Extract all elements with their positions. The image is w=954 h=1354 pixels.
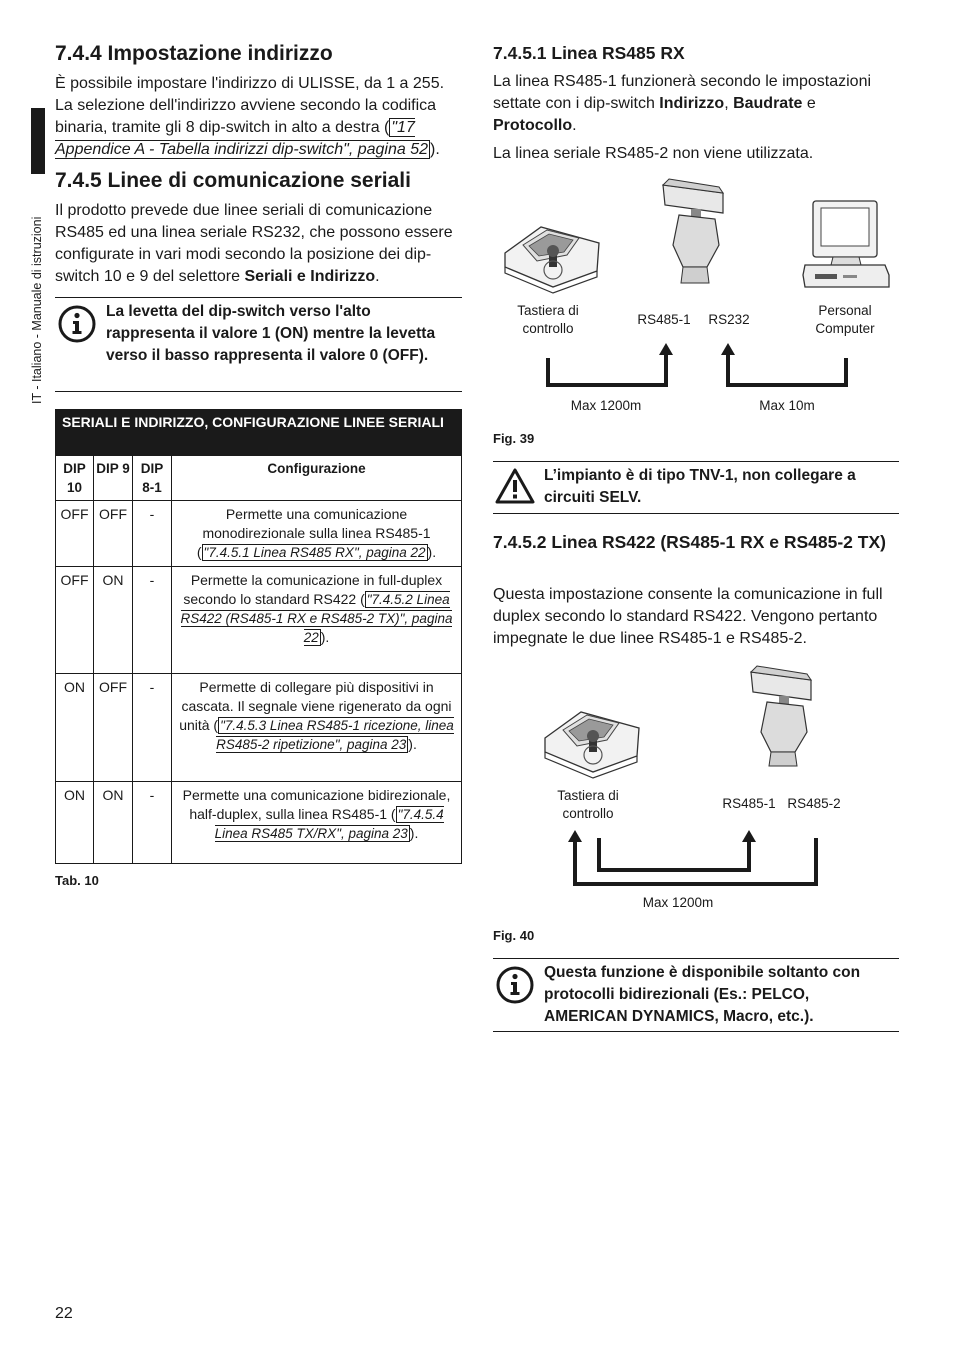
col-header-dip10: DIP 10 — [56, 456, 94, 501]
fig40-rs485-2-label: RS485-2 — [787, 796, 841, 811]
warning-icon — [494, 467, 536, 505]
info-note-bidirectional — [493, 958, 899, 1032]
col-header-dip8-1: DIP 8-1 — [133, 456, 172, 501]
fig39-caption: Fig. 39 — [493, 431, 535, 446]
info-icon — [57, 304, 97, 344]
xref-link-7-4-5-2[interactable]: "7.4.5.2 Linea RS422 (RS485-1 RX e RS485-2 TX)", pagina 22 — [180, 592, 453, 645]
page-number: 22 — [55, 1305, 73, 1322]
section-7-4-5-text: Il prodotto prevede due linee seriali di comunicazione RS485 ed una linea seriale RS232, che possono essere configurate in vari modi secondo la posizione dei dip-switch 10 e 9 del selettore Seriali e Indirizzo. — [55, 202, 453, 285]
section-7-4-5-2-title: 7.4.5.2 Linea RS422 (RS485-1 RX e RS485-2 TX) — [493, 532, 886, 552]
info-icon — [495, 965, 535, 1005]
section-7-4-5-1-text: La linea RS485-1 funzionerà secondo le impostazioni settate con i dip-switch Indirizzo, Baudrate e Protocollo. — [493, 73, 872, 134]
fig39-max-10m: Max 10m — [759, 398, 815, 413]
xref-link-7-4-5-3[interactable]: "7.4.5.3 Linea RS485-1 ricezione, linea RS485-2 ripetizione", pagina 23 — [216, 718, 454, 752]
xref-link-7-4-5-1[interactable]: "7.4.5.1 Linea RS485 RX", pagina 22 — [203, 545, 426, 560]
table-row: ON OFF - Permette di collegare più dispositivi in cascata. Il segnale viene rigenerato da ogni unità ( "7.4.5.3 Linea RS485-1 ricezione, linea RS485-2 ripetizione", pagina 23 ). — [56, 674, 462, 782]
xref-link-appendix[interactable]: "17 Appendice A - Tabella indirizzi dip-switch", pagina 52 — [55, 119, 428, 158]
col-header-dip9: DIP 9 — [94, 456, 133, 501]
fig39-connection-diagram — [493, 175, 899, 400]
fig39-rs232-label: RS232 — [708, 312, 750, 327]
section-7-4-5-1-title: 7.4.5.1 Linea RS485 RX — [493, 43, 685, 63]
warning-note-text: L’impianto è di tipo TNV-1, non collegare a circuiti SELV. — [544, 467, 856, 506]
xref-link-7-4-5-4[interactable]: "7.4.5.4 Linea RS485 TX/RX", pagina 23 — [214, 807, 444, 841]
personal-computer-icon — [803, 201, 889, 287]
serial-config-table — [55, 409, 462, 864]
col-header-configurazione: Configurazione — [172, 456, 462, 501]
section-7-4-5-2-text: Questa impostazione consente la comunicazione in full duplex secondo lo standard RS422. Vengono pertanto impegnate le due linee RS485-1 e RS485-2. — [493, 586, 883, 647]
table-row: OFF OFF - Permette una comunicazione monodirezionale sulla linea RS485-1 ( "7.4.5.1 Linea RS485 RX", pagina 22 ). — [56, 501, 462, 567]
ptz-camera-icon — [751, 666, 811, 766]
fig39-keyboard-label: Tastiera di controllo — [517, 303, 579, 336]
fig40-rs485-1-label: RS485-1 — [722, 796, 776, 811]
fig39-max-1200m: Max 1200m — [570, 398, 642, 413]
section-7-4-4-title: 7.4.4 Impostazione indirizzo — [55, 42, 333, 65]
info-note-text: La levetta del dip-switch verso l'alto rappresenta il valore 1 (ON) mentre la levetta verso il basso rappresenta il valore 0 (OFF). — [106, 303, 436, 364]
info-note — [55, 297, 462, 392]
ptz-camera-icon — [663, 179, 723, 283]
table-row: ON ON - Permette una comunicazione bidirezionale, half-duplex, sulla linea RS485-1 ( "7.4.5.4 Linea RS485 TX/RX", pagina 23 ). — [56, 782, 462, 864]
fig40-keyboard-label: Tastiera di controllo — [557, 788, 619, 821]
fig40-caption: Fig. 40 — [493, 928, 535, 943]
fig39-pc-label: Personal Computer — [815, 303, 875, 336]
control-keyboard-icon — [545, 712, 639, 778]
info-note-bidirectional-text: Questa funzione è disponibile soltanto con protocolli bidirezionali (Es.: PELCO, AMERICAN DYNAMICS, Macro, etc.). — [544, 964, 861, 1025]
warning-note — [493, 461, 899, 514]
table-row: OFF ON - Permette la comunicazione in full-duplex secondo lo standard RS422 ( "7.4.5.2 Linea RS422 (RS485-1 RX e RS485-2 TX)", pagina 22 ). — [56, 567, 462, 674]
fig40-max-1200m: Max 1200m — [642, 895, 714, 910]
table-title: SERIALI E INDIRIZZO, CONFIGURAZIONE LINEE SERIALI — [56, 410, 462, 456]
table-caption: Tab. 10 — [55, 873, 99, 888]
control-keyboard-icon — [505, 227, 599, 293]
side-label: IT - Italiano - Manuale di istruzioni — [30, 216, 44, 404]
section-7-4-4-text: È possibile impostare l'indirizzo di ULISSE, da 1 a 255. La selezione dell'indirizzo avviene secondo la codifica binaria, tramite gli 8 dip-switch in alto a destra ( "17 Appendice A - Tabella indirizzi dip-switch", pagina 52 ). — [55, 75, 445, 158]
section-7-4-5-1-text-2: La linea seriale RS485-2 non viene utilizzata. — [493, 145, 814, 162]
fig39-rs485-label: RS485-1 — [637, 312, 691, 327]
fig40-connection-diagram — [493, 660, 899, 888]
section-7-4-5-title: 7.4.5 Linee di comunicazione seriali — [55, 169, 411, 192]
